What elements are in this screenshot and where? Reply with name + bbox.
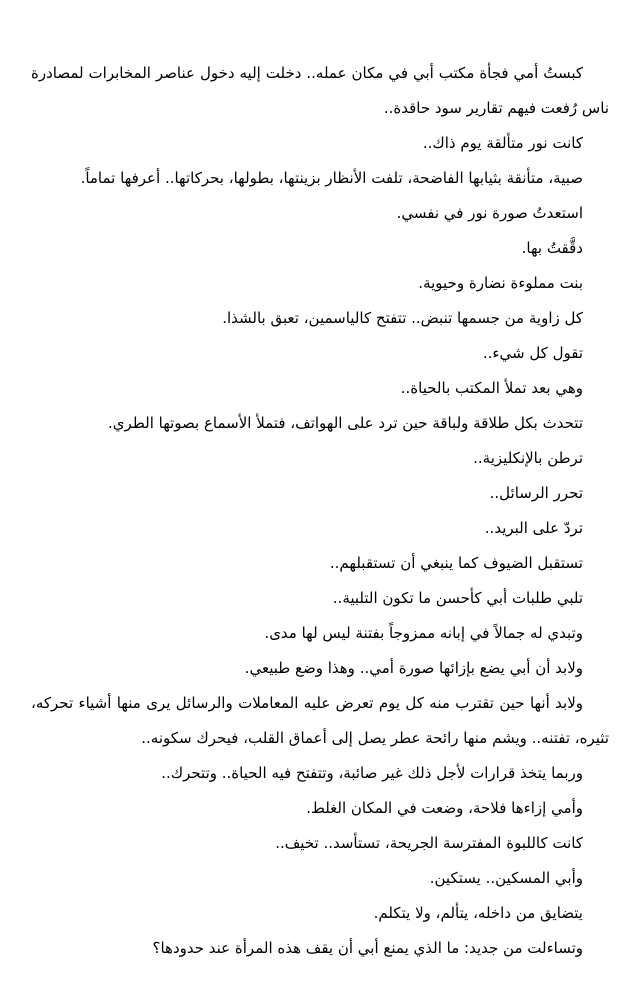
paragraph-7: كل زاوية من جسمها تنبض.. تتفتح كالياسمين، تعبق بالشذا.	[222, 309, 583, 327]
paragraph-4: استعدتُ صورة نور في نفسي.	[396, 204, 583, 222]
paragraph-22: وأبي المسكين.. يستكين.	[429, 869, 583, 887]
paragraph-1: كبستُ أمي فجأة مكتب أبي في مكان عمله.. دخلت إليه دخول عناصر المخابرات لمصادرة ناس رُفعت فيهم تقارير سود حاقدة..	[31, 64, 609, 117]
paragraph-14: تستقبل الضيوف كما ينبغي أن تستقبلهم..	[329, 554, 583, 572]
paragraph-19: وربما يتخذ قرارات لأجل ذلك غير صائبة، وتتفتح فيه الحياة.. وتتحرك..	[161, 764, 583, 782]
paragraph-15: تلبي طلبات أبي كأحسن ما تكون التلبية..	[332, 589, 583, 607]
paragraph-16: وتبدي له جمالاً في إبانه ممزوجاً بفتنة ليس لها مدى.	[264, 624, 583, 642]
document-page	[31, 56, 609, 966]
paragraph-21: كانت كاللبوة المفترسة الجريحة، تستأسد.. تخيف..	[275, 834, 583, 852]
paragraph-12: تحرر الرسائل..	[489, 484, 583, 502]
paragraph-5: دقَّقتُ بها.	[521, 239, 583, 257]
paragraph-6: بنت مملوءة نضارة وحيوية.	[418, 274, 583, 292]
paragraph-11: ترطن بالإنكليزية..	[473, 449, 583, 467]
paragraph-10: تتحدث بكل طلاقة ولباقة حين ترد على الهواتف، فتملأ الأسماع بصوتها الطري.	[108, 414, 583, 432]
paragraph-8: تقول كل شيء..	[482, 344, 583, 362]
paragraph-20: وأمي إزاءها فلاحة، وضعت في المكان الغلط.	[306, 799, 583, 817]
paragraph-17: ولابد أن أبي يضع بإزائها صورة أمي.. وهذا وضع طبيعي.	[244, 659, 583, 677]
paragraph-24: وتساءلت من جديد: ما الذي يمنع أبي أن يقف هذه المرأة عند حدودها؟	[152, 939, 583, 957]
paragraph-18: ولابد أنها حين تقترب منه كل يوم تعرض عليه المعاملات والرسائل يرى منها أشياء تحركه، تثيره، تفتنه.. ويشم منها رائحة عطر يصل إلى أعماق القلب، فيحرك سكونه..	[31, 694, 609, 747]
paragraph-9: وهي بعد تملأ المكتب بالحياة..	[400, 379, 583, 397]
paragraph-2: كانت نور متألقة يوم ذاك..	[422, 134, 583, 152]
paragraph-13: تردّ على البريد..	[484, 519, 583, 537]
paragraph-3: صبية، متأنقة بثيابها الفاضحة، تلفت الأنظار بزينتها، بطولها، بحركاتها.. أعرفها تماماً.	[80, 169, 583, 187]
paragraph-23: يتضايق من داخله، يتألم، ولا يتكلم.	[373, 904, 583, 922]
